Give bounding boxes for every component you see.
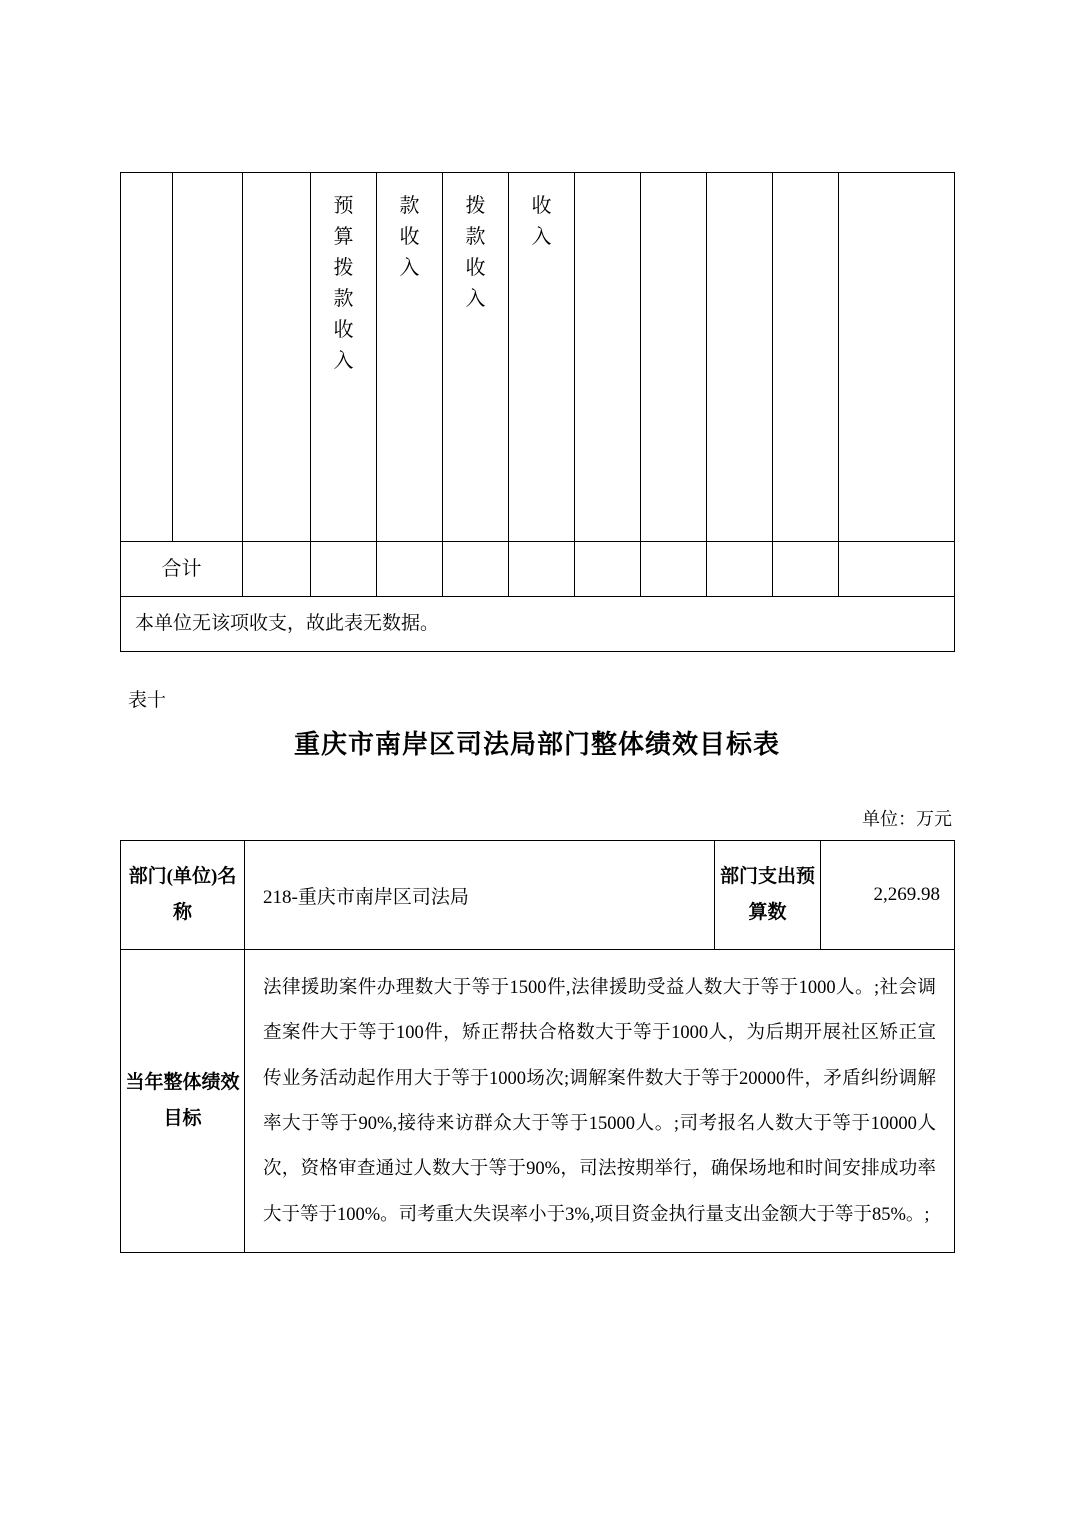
budget-label: 部门支出预算数 <box>715 841 821 950</box>
total-cell-10 <box>839 542 955 597</box>
department-label: 部门(单位)名称 <box>121 841 245 950</box>
table-row-total <box>121 542 955 597</box>
total-cell-6 <box>575 542 641 597</box>
header-cell-8 <box>575 173 641 542</box>
revenue-expenditure-table <box>120 172 955 652</box>
total-cell-8 <box>707 542 773 597</box>
header-cell-9 <box>641 173 707 542</box>
total-cell-7 <box>641 542 707 597</box>
header-cell-budget-allocation-income: 预 算 拨 款 收 入 <box>311 173 377 542</box>
header-cell-11 <box>773 173 839 542</box>
total-label: 合计 <box>121 542 243 597</box>
total-cell-4 <box>443 542 509 597</box>
budget-value: 2,269.98 <box>821 841 955 950</box>
performance-goal-table <box>120 840 955 1253</box>
goal-text: 法律援助案件办理数大于等于1500件,法律援助受益人数大于等于1000人。;社会调查案件大于等于100件，矫正帮扶合格数大于等于1000人，为后期开展社区矫正宣传业务活动起作用大于等于1000场次;调解案件数大于等于20000件，矛盾纠纷调解率大于等于90%,接待来访群众大于等于15000人。;司考报名人数大于等于10000人次，资格审查通过人数大于等于90%，司法按期举行，确保场地和时间安排成功率大于等于100%。司考重大失误率小于3%,项目资金执行量支出金额大于等于85%。; <box>245 950 955 1253</box>
table-row-department <box>121 841 955 950</box>
table-row-note <box>121 597 955 652</box>
page-title: 重庆市南岸区司法局部门整体绩效目标表 <box>293 730 780 759</box>
header-cell-allocation-income: 拨 款 收 入 <box>443 173 509 542</box>
header-cell-1 <box>121 173 173 542</box>
header-cell-10 <box>707 173 773 542</box>
unit-note: 单位：万元 <box>862 809 952 829</box>
header-cell-12 <box>839 173 955 542</box>
total-cell-5 <box>509 542 575 597</box>
goal-label: 当年整体绩效目标 <box>121 950 245 1253</box>
header-cell-2 <box>173 173 243 542</box>
header-cell-3 <box>243 173 311 542</box>
header-cell-fund-income: 款 收 入 <box>377 173 443 542</box>
total-cell-2 <box>311 542 377 597</box>
total-cell-9 <box>773 542 839 597</box>
form-number: 表十 <box>128 690 167 711</box>
table-row-goal <box>121 950 955 1253</box>
department-name: 218-重庆市南岸区司法局 <box>245 841 715 950</box>
table-row-header <box>121 173 955 542</box>
total-cell-3 <box>377 542 443 597</box>
header-cell-income: 收 入 <box>509 173 575 542</box>
total-cell-1 <box>243 542 311 597</box>
table-note: 本单位无该项收支，故此表无数据。 <box>121 597 955 652</box>
